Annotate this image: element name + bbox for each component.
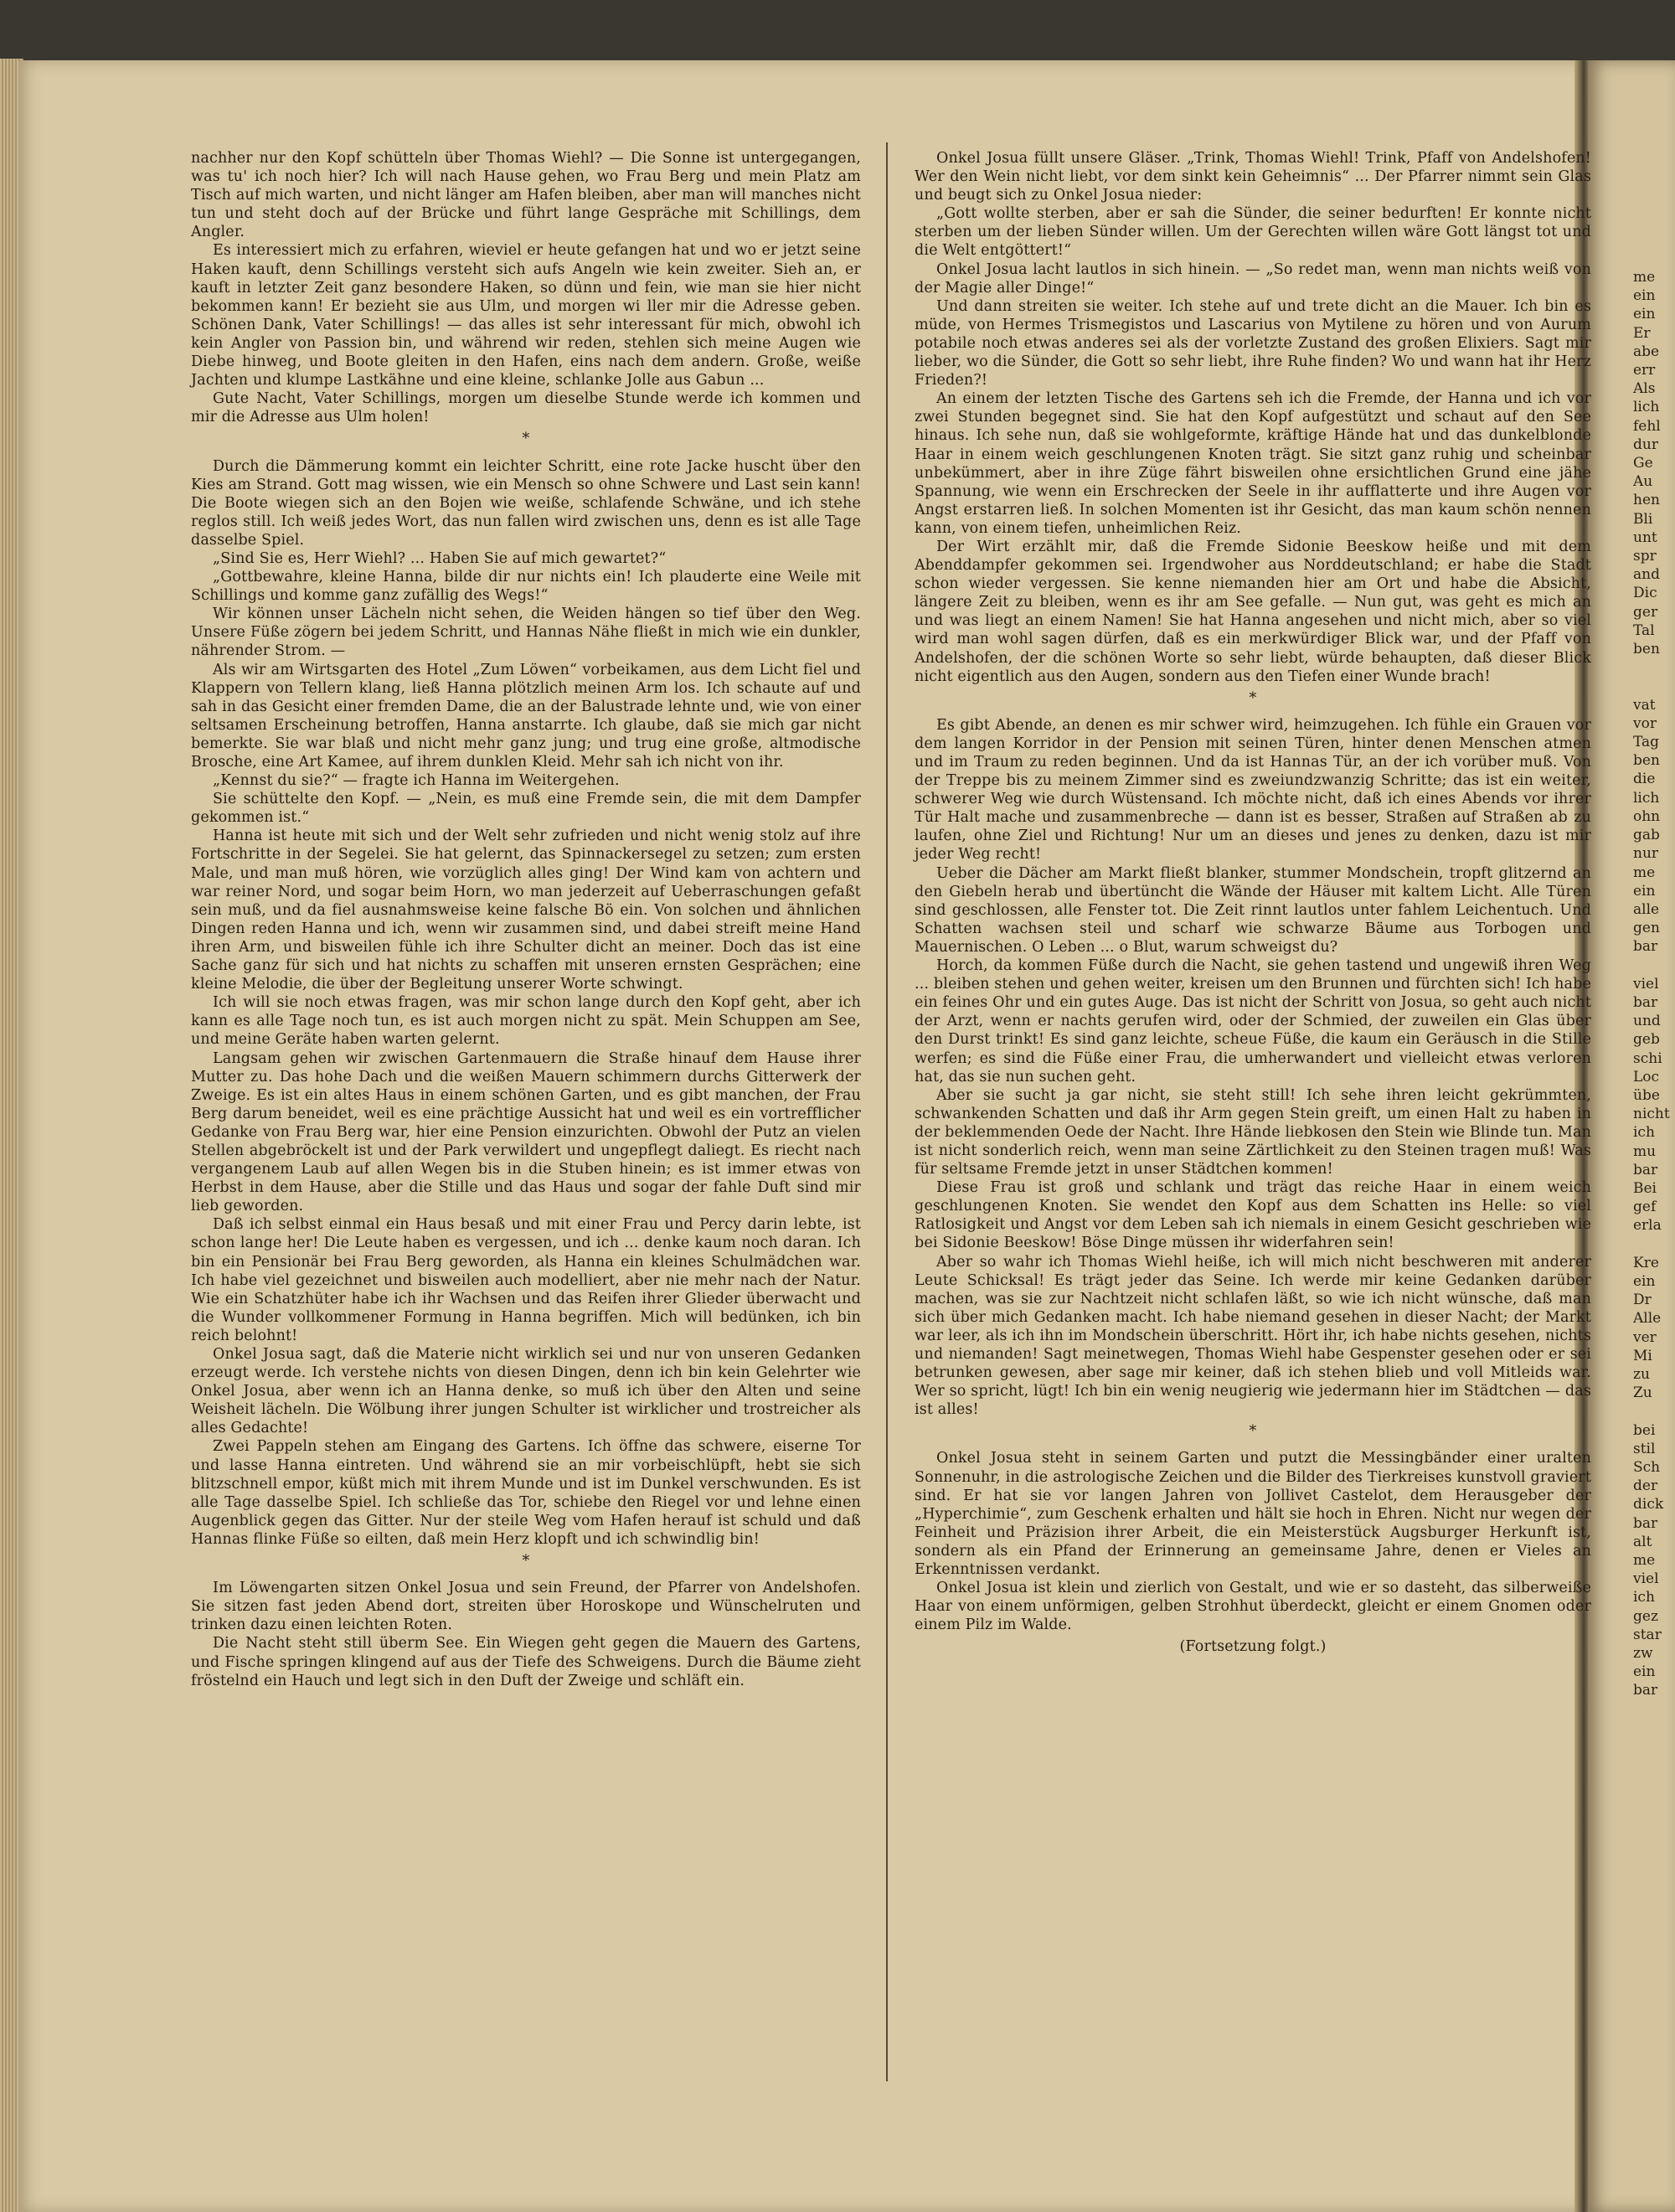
- text-fragment: lich: [1633, 399, 1660, 416]
- text-fragment: [1633, 956, 1675, 975]
- text-fragment: Dic: [1633, 585, 1657, 602]
- paragraph: Onkel Josua lacht lautlos in sich hinein. — „So redet man, wenn man nichts weiß von der Magie aller Dinge!“: [915, 260, 1591, 296]
- paragraph: Es gibt Abende, an denen es mir schwer wird, heimzugehen. Ich fühle ein Grauen vor dem langen Korridor in der Pension mit seinen Türen, hinter denen Menschen atmen und im Traum zu reden beginnen. Und da ist Hannas Tür, an der ich vorüber muß. Von der Treppe bis zu meinem Zimmer sind es zweiundzwanzig Schritte; das ist ein weiter, schwerer Weg wie durch Wüstensand. Ich möchte nicht, daß ich eines Abends vor ihrer Tür Halt mache und zusammenbreche — dann ist es besser, Straßen auf Straßen ab zu laufen, ohne Ziel und Richtung! Nur um an dieses und jenes zu denken, dazu ist mir jeder Weg recht!: [915, 716, 1591, 864]
- text-fragment: Loc: [1633, 1068, 1660, 1085]
- text-fragment: ohn: [1633, 807, 1661, 825]
- text-fragment: nicht: [1633, 1106, 1670, 1123]
- text-fragment: Alle: [1633, 1310, 1662, 1328]
- paragraph: Horch, da kommen Füße durch die Nacht, sie gehen tastend und ungewiß ihren Weg ... bleiben stehen und gehen weiter, kreisen um den Brunnen und fürchten sich! Ich habe ein feines Ohr und ein gutes Auge. Das ist nicht der Schritt von Josua, so geht auch nicht der Arzt, wenn er nachts gerufen wird, oder der Schmied, der zuweilen ein Glas über den Durst trinkt! Es sind ganz leichte, scheue Füße, die kaum ein Geräusch in die Stille werfen; es sind die Füße einer Frau, die umherwandert und vielleicht etwas verloren hat, das sie nun suchen geht.: [915, 957, 1591, 1085]
- text-fragment: me: [1633, 864, 1656, 881]
- right-column: [915, 149, 1591, 1657]
- paragraph: „Sind Sie es, Herr Wiehl? ... Haben Sie auf mich gewartet?“: [213, 549, 667, 567]
- section-separator: *: [1249, 689, 1257, 707]
- text-fragment: unt: [1633, 529, 1657, 546]
- text-fragment: viel: [1633, 1570, 1659, 1588]
- section-separator: *: [522, 431, 530, 448]
- paragraph: Aber sie sucht ja gar nicht, sie steht still! Ich sehe ihren leicht gekrümmten, schwankenden Schatten und daß ihr Arm gegen Stein greift, um einen Halt zu haben in der beklemmenden Oede der Nacht. Ihre Hände liebkosen den Stein wie Blinde tun. Man ist nicht sonderlich reich, wenn man seine Zärtlichkeit zu den Steinen tragen muß! Was für seltsame Fremde jetzt in unser Städtchen kommen!: [915, 1086, 1591, 1178]
- text-fragment: Ge: [1633, 455, 1653, 472]
- text-fragment: geb: [1633, 1031, 1660, 1049]
- section-separator: *: [1249, 1423, 1257, 1441]
- text-fragment: stil: [1633, 1440, 1656, 1457]
- text-fragment: ben: [1633, 752, 1660, 770]
- text-fragment: bar: [1633, 1161, 1658, 1178]
- adjacent-page: [1588, 60, 1675, 2212]
- paragraph: Als wir am Wirtsgarten des Hotel „Zum Löwen“ vorbeikamen, aus dem Licht fiel und Klappern von Tellern klang, ließ Hanna plötzlich meinen Arm los. Ich schaute auf und sah in das Gesicht einer fremden Dame, die an der Balustrade lehnte und, wie von einer seltsamen Erscheinung betroffen, Hanna anstarrte. Ich glaube, daß sie mich gar nicht bemerkte. Sie war blaß und nicht mehr ganz jung; und trug eine große, altmodische Brosche, eine Art Kamee, auf ihrem dunklen Kleid. Mehr sah ich nicht von ihr.: [191, 661, 861, 771]
- text-fragment: Sch: [1633, 1459, 1661, 1476]
- text-fragment: alt: [1633, 1533, 1652, 1550]
- paragraph: Gute Nacht, Vater Schillings, morgen um dieselbe Stunde werde ich kommen und mir die Adresse aus Ulm holen!: [191, 390, 861, 426]
- text-fragment: der: [1633, 1477, 1658, 1495]
- paragraph: Aber so wahr ich Thomas Wiehl heiße, ich will mich nicht beschweren mit anderer Leute Schicksal! Es trägt jeder das Seine. Ich werde mir keine Gedanken darüber machen, was sie zur Nachtzeit nicht schlafen läßt, so wie ich nicht wünsche, daß man sich über mich Gedanken macht. Ich habe niemand gesehen in dieser Nacht; der Markt war leer, als ich ihn im Mondschein überschritt. Hört ihr, ich habe nichts gesehen, nichts und niemanden! Sagt meinetwegen, Thomas Wiehl habe Gespenster gesehen oder er sei betrunken gewesen, aber sage mir keiner, daß ich stehen blieb und voll Mitleids war. Wer so spricht, lügt! Ich bin ein wenig neugierig wie jedermann hier im Städtchen — das ist alles!: [915, 1253, 1591, 1419]
- text-fragment: ver: [1633, 1328, 1657, 1346]
- text-fragment: gef: [1633, 1199, 1657, 1216]
- text-fragment: erla: [1633, 1217, 1662, 1235]
- text-fragment: [1633, 658, 1675, 677]
- text-fragment: ein: [1633, 882, 1656, 900]
- text-fragment: me: [1633, 269, 1656, 286]
- text-fragment: ich: [1633, 1124, 1655, 1142]
- column-divider: [886, 142, 888, 2081]
- text-fragment: me: [1633, 1552, 1656, 1570]
- text-fragment: Mi: [1633, 1347, 1652, 1364]
- text-fragment: bar: [1633, 1514, 1658, 1532]
- text-fragment: gab: [1633, 827, 1660, 844]
- paragraph: Daß ich selbst einmal ein Haus besaß und mit einer Frau und Percy darin lebte, ist schon lange her! Die Leute haben es vergessen, und ich ... denke kaum noch daran. Ich bin ein Pensionär bei Frau Berg geworden, als Hanna ein kleines Schulmädchen war. Ich habe viel gezeichnet und bisweilen auch modelliert, aber nie mehr nach der Natur. Wie ein Schatzhüter habe ich ihr Wachsen und das Reifen ihrer Glieder überwacht und die Wunder vollkommener Formung in Hanna begriffen. Mich will bedünken, ich bin reich belohnt!: [191, 1216, 861, 1344]
- text-fragment: abe: [1633, 343, 1660, 360]
- paragraph: Onkel Josua sagt, daß die Materie nicht wirklich sei und nur von unseren Gedanken erzeugt werde. Ich verstehe nichts von diesen Dingen, denn ich bin kein Gelehrter wie Onkel Josua, aber wenn ich an Hanna denke, so muß ich über den Alten und seine Weisheit lächeln. Die Wölbung ihrer jungen Schulter ist wirklicher und trostreicher als alles Gedachte!: [191, 1346, 861, 1437]
- paragraph: Es interessiert mich zu erfahren, wieviel er heute gefangen hat und wo er jetzt seine Haken kauft, denn Schillings versteht sich aufs Angeln wie kein zweiter. Sieh an, er kauft in letzter Zeit ganz besondere Haken, so dünn und fein, wie man sie hier nicht bekommen kann! Er bezieht sie aus Ulm, und morgen wi ller mir die Adresse geben. Schönen Dank, Vater Schillings! — das alles ist sehr interessant für mich, obwohl ich kein Angler von Passion bin, und während wir reden, stehlen sich meine Augen wie Diebe hinweg, und Boote gleiten in den Hafen, eins nach dem andern. Große, weiße Jachten und klumpe Lastkähne und eine kleine, schlanke Jolle aus Gabun ...: [191, 242, 861, 389]
- text-fragment: [1633, 1235, 1675, 1254]
- paragraph: Wir können unser Lächeln nicht sehen, die Weiden hängen so tief über den Weg. Unsere Füße zögern bei jedem Schritt, und Hannas Nähe fließt in mich wie ein dunkler, nährender Strom. —: [191, 606, 861, 660]
- paragraph: An einem der letzten Tische des Gartens seh ich die Fremde, der Hanna und ich vor zwei Stunden begegnet sind. Sie hat den Kopf aufgestützt und schaut auf den See hinaus. Ich sehe nun, daß sie wohlgeformte, kräftige Hände hat und das dunkelblonde Haar in einem weich geschlungenen Knoten trägt. Sie sitzt ganz ruhig und scheinbar unbekümmert, aber in ihre Züge fährt bisweilen ohne ersichtlichen Grund eine jähe Spannung, wie wenn ein Erschrecken der Seele in ihr aufflatterte und ihre Augen vor Angst erstarren ließ. In solchen Momenten ist ihr Gesicht, das man kaum schön nennen kann, von einem tiefen, unheimlichen Reiz.: [915, 390, 1591, 537]
- text-fragment: bei: [1633, 1421, 1656, 1439]
- paragraph: Langsam gehen wir zwischen Gartenmauern die Straße hinauf dem Hause ihrer Mutter zu. Das hohe Dach und die weißen Mauern schimmern durchs Gitterwerk der Zweige. Es ist ein altes Haus in einem schönen Garten, und es gibt manchen, der Frau Berg darum beneidet, weil es eine prächtige Aussicht hat und weil es ein vortrefflicher Gedanke von Frau Berg war, hier eine Pension einzurichten. Obwohl der Putz an vielen Stellen abgebröckelt ist und der Park verwildert und ungepflegt daliegt. Es riecht nach vergangenem Laub auf allen Wegen bis in die Stuben hinein; es ist immer etwas von Herbst in dem Hause, aber die Stille und das Haus und sogar der fahle Duft sind mir lieb geworden.: [191, 1049, 861, 1215]
- text-fragment: [1633, 1402, 1675, 1421]
- text-fragment: ein: [1633, 1272, 1656, 1290]
- text-fragment: Bli: [1633, 510, 1653, 528]
- paragraph: Und dann streiten sie weiter. Ich stehe auf und trete dicht an die Mauer. Ich bin es müde, von Hermes Trismegistos und Lascarius von Mytilene zu hören und von Aurum potabile noch etwas anderes sei als der vorletzte Zustand des großen Elixiers. Sagt mir lieber, wo die Sünder, die Gott so sehr liebt, ihre Ruhe finden? Wo und wann hat ihr Herz Frieden?!: [915, 297, 1591, 389]
- paragraph: „Gott wollte sterben, aber er sah die Sünder, die seiner bedurften! Er konnte nicht sterben um der lieben Sünder willen. Um der Gerechten willen wäre Gott längst tot und die Welt entgöttert!“: [915, 205, 1591, 260]
- paragraph: Onkel Josua füllt unsere Gläser. „Trink, Thomas Wiehl! Trink, Pfaff von Andelshofen! Wer den Wein nicht liebt, vor dem sinkt kein Geheimnis“ ... Der Pfarrer nimmt sein Glas und beugt sich zu Onkel Josua nieder:: [915, 150, 1591, 204]
- adjacent-page-text-fragments: [1633, 268, 1675, 1700]
- text-fragment: nur: [1633, 845, 1659, 863]
- text-fragment: ein: [1633, 287, 1656, 305]
- paragraph: Onkel Josua ist klein und zierlich von Gestalt, und wie er so dasteht, das silberweiße Haar von einem unförmigen, gelben Strohhut überdeckt, gleicht er einem Gnomen oder einem Pilz im Walde.: [915, 1580, 1591, 1634]
- text-fragment: dur: [1633, 436, 1658, 453]
- paragraph: Im Löwengarten sitzen Onkel Josua und sein Freund, der Pfarrer von Andelshofen. Sie sitzen fast jeden Abend dort, streiten über Horoskope und Wünschelruten und trinken dazu einen leichten Roten.: [191, 1580, 861, 1634]
- text-fragment: Au: [1633, 473, 1653, 491]
- text-fragment: ein: [1633, 306, 1656, 323]
- paragraph: Ueber die Dächer am Markt fließt blanker, stummer Mondschein, tropft glitzernd an den Giebeln herab und übertüncht die Wände der Häuser mit kaltem Licht. Alle Türen sind geschlossen, alle Fenster tot. Die Zeit rinnt lautlos unter fahlem Leichentuch. Und Schatten wachsen steil und scharf wie schwarze Bäume aus Torbogen und Mauernischen. O Leben ... o Blut, warum schweigst du?: [915, 864, 1591, 956]
- text-fragment: alle: [1633, 900, 1660, 918]
- paragraph: Der Wirt erzählt mir, daß die Fremde Sidonie Beeskow heiße und mit dem Abenddampfer gekommen sei. Irgendwoher aus Norddeutschland; er habe die Stadt schon wieder vergessen. Sie kenne niemanden hier am Ort und habe die Absicht, längere Zeit zu bleiben, wenn es ihr am See gefalle. — Nun gut, was geht es mich an und was liegt an einem Namen! Sie hat Hanna angesehen und nicht mich, aber so viel wird man wohl sagen dürfen, daß es ein merkwürdiger Blick war, und der Pfaff von Andelshofen, der die schönen Worte so sehr liebt, würde behaupten, daß dieser Blick nicht eigentlich aus den Augen, sondern aus den Tiefen einer Wunde brach!: [915, 538, 1591, 685]
- text-fragment: viel: [1633, 975, 1659, 993]
- text-fragment: übe: [1633, 1086, 1660, 1104]
- paragraph: Ich will sie noch etwas fragen, was mir schon lange durch den Kopf geht, aber ich kann es alle Tage noch tun, es ist auch morgen nicht zu spät. Mein Schuppen am See, und meine Geräte haben warten gelernt.: [191, 994, 861, 1049]
- paragraph: Onkel Josua steht in seinem Garten und putzt die Messingbänder einer uralten Sonnenuhr, in die astrologische Zeichen und die Bilder des Tierkreises kunstvoll graviert sind. Er hat sie vor langen Jahren von Jollivet Castelot, dem Herausgeber der „Hyperchimie“, zum Geschenk erhalten und hält sie hoch in Ehren. Nicht nur wegen der Feinheit und Präzision ihrer Arbeit, die ein Meisterstück Augsburger Herkunft ist, sondern als ein Pfand der Erinnerung an gemeinsame Jahre, denen er Vieles an Erkenntnissen verdankt.: [915, 1450, 1591, 1579]
- text-fragment: lich: [1633, 789, 1660, 807]
- paragraph: Hanna ist heute mit sich und der Welt sehr zufrieden und nicht wenig stolz auf ihre Fortschritte in der Segelei. Sie hat gelernt, das Spinnackersegel zu setzen; zum ersten Male, und man muß hören, wie vorzüglich alles ging! Der Wind kam von achtern und war reiner Nord, und sogar beim Horn, wo man jederzeit auf Ueberraschungen gefaßt sein muß, und da fiel ausnahmsweise keine falsche Bö ein. Von solchen und ähnlichen Dingen reden Hanna und ich, wenn wir zusammen sind, und dabei streift meine Hand ihren Arm, und bisweilen fühle ich ihre Schulter dicht an meiner. Doch das ist eine Sache ganz für sich und hat nichts zu schaffen mit unseren ernsten Gesprächen; eine kleine Melodie, die über der Begleitung unserer Worte schwingt.: [191, 828, 861, 993]
- text-fragment: Er: [1633, 324, 1651, 342]
- text-fragment: bar: [1633, 993, 1658, 1011]
- text-fragment: Als: [1633, 380, 1656, 398]
- text-fragment: [1633, 677, 1675, 695]
- text-fragment: schi: [1633, 1049, 1662, 1067]
- text-fragment: Zu: [1633, 1384, 1652, 1402]
- left-column: [191, 149, 861, 1690]
- text-fragment: vat: [1633, 696, 1656, 714]
- text-fragment: err: [1633, 362, 1656, 379]
- text-fragment: Bei: [1633, 1179, 1657, 1197]
- paragraph: Sie schüttelte den Kopf. — „Nein, es muß eine Fremde sein, die mit dem Dampfer gekommen ist.“: [191, 791, 861, 827]
- text-fragment: ein: [1633, 1663, 1656, 1681]
- text-fragment: and: [1633, 566, 1660, 584]
- text-fragment: vor: [1633, 714, 1657, 732]
- text-fragment: Kre: [1633, 1254, 1659, 1271]
- paragraph: Durch die Dämmerung kommt ein leichter Schritt, eine rote Jacke huscht über den Kies am Strand. Gott mag wissen, wie ein Mensch so ohne Schwere und Last sein kann! Die Boote wiegen sich an den Bojen wie weiße, schlafende Schwäne, und ich stehe reglos still. Ich weiß jedes Wort, das nun fallen wird zwischen uns, denn es ist alle Tage dasselbe Spiel.: [191, 457, 861, 549]
- paragraph: nachher nur den Kopf schütteln über Thomas Wiehl? — Die Sonne ist untergegangen, was tu' ich noch hier? Ich will nach Hause gehen, wo Frau Berg und mein Platz am Tisch auf mich warten, und nicht länger am Hafen bleiben, aber man will manches nicht tun und steht doch auf der Brücke und führt lange Gespräche mit Schillings, dem Angler.: [191, 150, 861, 241]
- text-fragment: fehl: [1633, 417, 1661, 435]
- paragraph: Diese Frau ist groß und schlank und trägt das reiche Haar in einem weich geschlungenen Knoten. Sie wendet den Kopf aus dem Schatten ins Helle: so viel Ratlosigkeit und Angst vor dem Leben sah ich niemals in einem Gesicht geschrieben wie bei Sidonie Beeskow! Böse Dinge müssen ihr widerfahren sein!: [915, 1179, 1591, 1252]
- text-fragment: hen: [1633, 492, 1660, 509]
- text-fragment: dick: [1633, 1496, 1664, 1513]
- text-fragment: gen: [1633, 920, 1660, 937]
- text-fragment: die: [1633, 771, 1656, 788]
- continuation-note: (Fortsetzung folgt.): [1179, 1638, 1327, 1656]
- text-fragment: star: [1633, 1626, 1662, 1643]
- text-fragment: bar: [1633, 938, 1658, 956]
- text-fragment: spr: [1633, 548, 1657, 565]
- text-fragment: gez: [1633, 1607, 1658, 1625]
- text-fragment: ich: [1633, 1589, 1655, 1606]
- paragraph: Zwei Pappeln stehen am Eingang des Gartens. Ich öffne das schwere, eiserne Tor und lasse Hanna eintreten. Und während sie an mir vorbeischlüpft, hebt sie sich blitzschnell empor, küßt mich mit ihrem Munde und ist im Dunkel verschwunden. Es ist alle Tage dasselbe Spiel. Ich schließe das Tor, schiebe den Riegel vor und lehne einen Augenblick gegen das Gitter. Nur der steile Weg vom Hafen herauf ist schuld und daß Hannas flinke Füße so eilten, daß mein Herz klopft und ich schwindlig bin!: [191, 1438, 861, 1548]
- section-separator: *: [522, 1553, 530, 1570]
- text-fragment: und: [1633, 1013, 1661, 1030]
- paragraph: „Gottbewahre, kleine Hanna, bilde dir nur nichts ein! Ich plauderte eine Weile mit Schillings und komme ganz zufällig des Wegs!“: [191, 569, 861, 605]
- text-fragment: zw: [1633, 1645, 1653, 1663]
- text-fragment: zu: [1633, 1365, 1650, 1383]
- text-fragment: Dr: [1633, 1292, 1652, 1309]
- text-fragment: Tag: [1633, 734, 1660, 751]
- text-fragment: bar: [1633, 1682, 1658, 1699]
- text-fragment: Tal: [1633, 621, 1655, 639]
- text-fragment: ger: [1633, 603, 1658, 621]
- paragraph: Die Nacht steht still überm See. Ein Wiegen geht gegen die Mauern des Gartens, und Fische springen klingend auf aus der Tiefe des Schweigens. Durch die Bäume zieht fröstelnd ein Hauch und legt sich in den Duft der Zweige und schläft ein.: [191, 1635, 861, 1689]
- paragraph: „Kennst du sie?“ — fragte ich Hanna im Weitergehen.: [213, 772, 620, 790]
- text-fragment: ben: [1633, 641, 1660, 658]
- text-fragment: mu: [1633, 1142, 1657, 1160]
